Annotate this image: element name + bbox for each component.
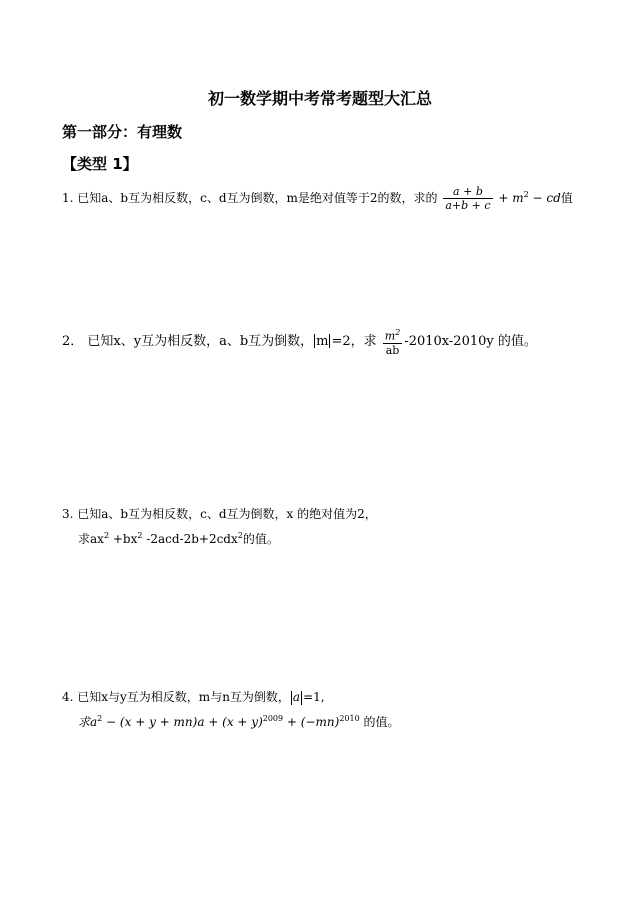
abs-bar-left	[314, 334, 315, 348]
q2-post: -2010x-2010y 的值。	[404, 333, 537, 349]
q1-fraction-denominator: a+b + c	[445, 199, 491, 212]
q1-fraction-numerator: a + b	[443, 185, 492, 199]
question-4-line-2: 求$a^2 - (x + y + mn)a + (x + y)^{2009} + (-mn)^{2010}$ 的值。	[78, 714, 400, 729]
q2-text: 2． 已知x、y互为相反数，a、b互为倒数，	[62, 333, 314, 349]
question-3-line-2: 求$ax^2 +bx^2$ -2acd-2b+2cdx$^2$的值。	[78, 531, 279, 546]
abs-bar-left	[291, 691, 292, 705]
q2-abs-var: m	[316, 333, 329, 349]
q2-fraction-numerator: $m^2$	[384, 328, 401, 343]
abs-bar-right	[301, 691, 302, 705]
q1-fraction	[443, 185, 492, 212]
q1-term-m: + m	[498, 191, 524, 205]
q2-abs-post: =2，求	[331, 333, 377, 349]
section-heading: 第一部分：有理数	[62, 123, 183, 141]
question-2	[62, 326, 537, 357]
page-title: 初一数学期中考常考题型大汇总	[207, 89, 432, 108]
q2-fraction	[383, 326, 403, 357]
q1-text: 1. 已知a、b互为相反数，c、d互为倒数，m是绝对值等于2的数，求的	[62, 191, 438, 205]
question-3-line-1: 3. 已知a、b互为相反数，c、d互为倒数，x 的绝对值为2，	[62, 507, 377, 521]
question-4-line-1: 4. 已知x与y互为相反数，m与n互为倒数， a =1,	[62, 690, 325, 704]
type-label: 【类型 1】	[62, 155, 138, 173]
q1-suffix: 值	[560, 191, 573, 205]
q1-exp: 2	[523, 190, 529, 199]
question-1	[62, 185, 573, 212]
q2-fraction-denominator: ab	[385, 343, 400, 357]
q1-term-cd: − cd	[528, 191, 561, 205]
